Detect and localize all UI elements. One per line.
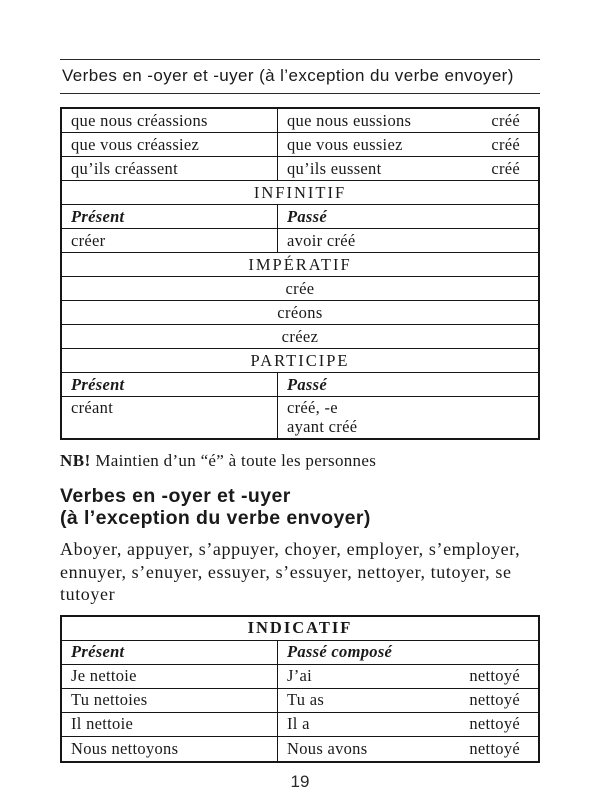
column-header-passe	[278, 373, 538, 396]
nb-note	[60, 451, 540, 471]
cell-right-aux: que nous eussions	[287, 110, 412, 130]
table-row-centered	[62, 301, 538, 325]
cell-left: Je nettoie	[62, 665, 278, 688]
centered-cell: créez	[281, 326, 319, 346]
table-section-row-infinitif	[62, 181, 538, 205]
table-section-row-participe	[62, 349, 538, 373]
cell-right-participle: créé	[491, 110, 520, 130]
cell-right-participle: nettoyé	[469, 666, 520, 685]
cell-right-aux: J’ai	[287, 666, 313, 685]
cell-right	[278, 133, 538, 156]
cell-right-participle: nettoyé	[469, 738, 520, 758]
cell-right-participle: nettoyé	[469, 714, 520, 733]
section-heading-line1: Verbes en -oyer et -uyer	[60, 485, 291, 507]
table-row	[62, 397, 538, 438]
centered-cell: créons	[277, 302, 323, 322]
cell-right-aux: Nous avons	[287, 738, 368, 758]
table-row-centered	[62, 277, 538, 301]
nb-text: Maintien d’un “é” à toute les personnes	[90, 451, 377, 470]
running-head-title: Verbes en -oyer et -uyer (à l’exception du verbe envoyer)	[60, 59, 540, 94]
column-header-present: Présent	[62, 205, 278, 228]
cell-right	[278, 157, 538, 180]
page-content	[60, 59, 540, 792]
cell-right	[278, 109, 538, 132]
cell-right	[278, 397, 538, 438]
cell-right-participle: nettoyé	[469, 690, 520, 709]
section-heading-line2: (à l’exception du verbe envoyer)	[60, 507, 371, 529]
cell-left: Il nettoie	[62, 713, 278, 736]
cell-right-aux: que vous eussiez	[287, 134, 403, 154]
table-section-row-imperatif	[62, 253, 538, 277]
cell-right	[278, 689, 538, 712]
section-row-label: INFINITIF	[253, 182, 347, 202]
column-header-label: Passé composé	[287, 642, 393, 661]
cell-left: que vous créassiez	[62, 133, 278, 156]
cell-left: Tu nettoies	[62, 689, 278, 712]
cell-right-line1: créé, -e	[287, 398, 338, 417]
table-row	[62, 713, 538, 737]
cell-right	[278, 713, 538, 736]
cell-right	[278, 229, 538, 252]
cell-right-aux: avoir créé	[287, 230, 356, 250]
cell-left: Nous nettoyons	[62, 737, 278, 761]
cell-right-participle: créé	[491, 134, 520, 154]
table-column-header-row	[62, 373, 538, 397]
cell-right	[278, 665, 538, 688]
table-row	[62, 665, 538, 689]
table-row	[62, 737, 538, 761]
column-header-passe	[278, 205, 538, 228]
section-row-label: PARTICIPE	[250, 350, 350, 370]
table-row	[62, 157, 538, 181]
nb-label: NB!	[60, 451, 91, 470]
table-column-header-row	[62, 205, 538, 229]
column-header-passe-compose	[278, 641, 538, 664]
conjugation-table-creer	[60, 107, 540, 440]
cell-right-aux: qu’ils eussent	[287, 158, 382, 178]
cell-right-line2: ayant créé	[287, 417, 358, 436]
cell-right-aux: Tu as	[287, 690, 325, 709]
column-header-label: Passé	[287, 374, 327, 394]
section-row-label: INDICATIF	[247, 618, 353, 637]
column-header-present: Présent	[62, 641, 278, 664]
cell-left: créer	[62, 229, 278, 252]
cell-left: créant	[62, 397, 278, 438]
centered-cell: crée	[285, 278, 315, 298]
column-header-present: Présent	[62, 373, 278, 396]
cell-right	[278, 737, 538, 761]
table-row	[62, 229, 538, 253]
table-row	[62, 689, 538, 713]
section-row-label: IMPÉRATIF	[248, 254, 352, 274]
section-heading	[60, 485, 540, 529]
page-number: 19	[290, 771, 310, 791]
table-row	[62, 133, 538, 157]
cell-right-participle: créé	[491, 158, 520, 178]
conjugation-table-nettoyer	[60, 615, 540, 763]
column-header-label: Passé	[287, 206, 327, 226]
cell-right-aux: Il a	[287, 714, 310, 733]
verb-list-paragraph: Aboyer, appuyer, s’appuyer, choyer, employer, s’employer, ennuyer, s’enuyer, essuyer, s’essuyer, nettoyer, tutoyer, se tutoyer	[60, 539, 521, 604]
cell-left: qu’ils créassent	[62, 157, 278, 180]
table-row	[62, 109, 538, 133]
cell-left: que nous créassions	[62, 109, 278, 132]
table-section-row-indicatif	[62, 617, 538, 641]
table-row-centered	[62, 325, 538, 349]
table-column-header-row	[62, 641, 538, 665]
